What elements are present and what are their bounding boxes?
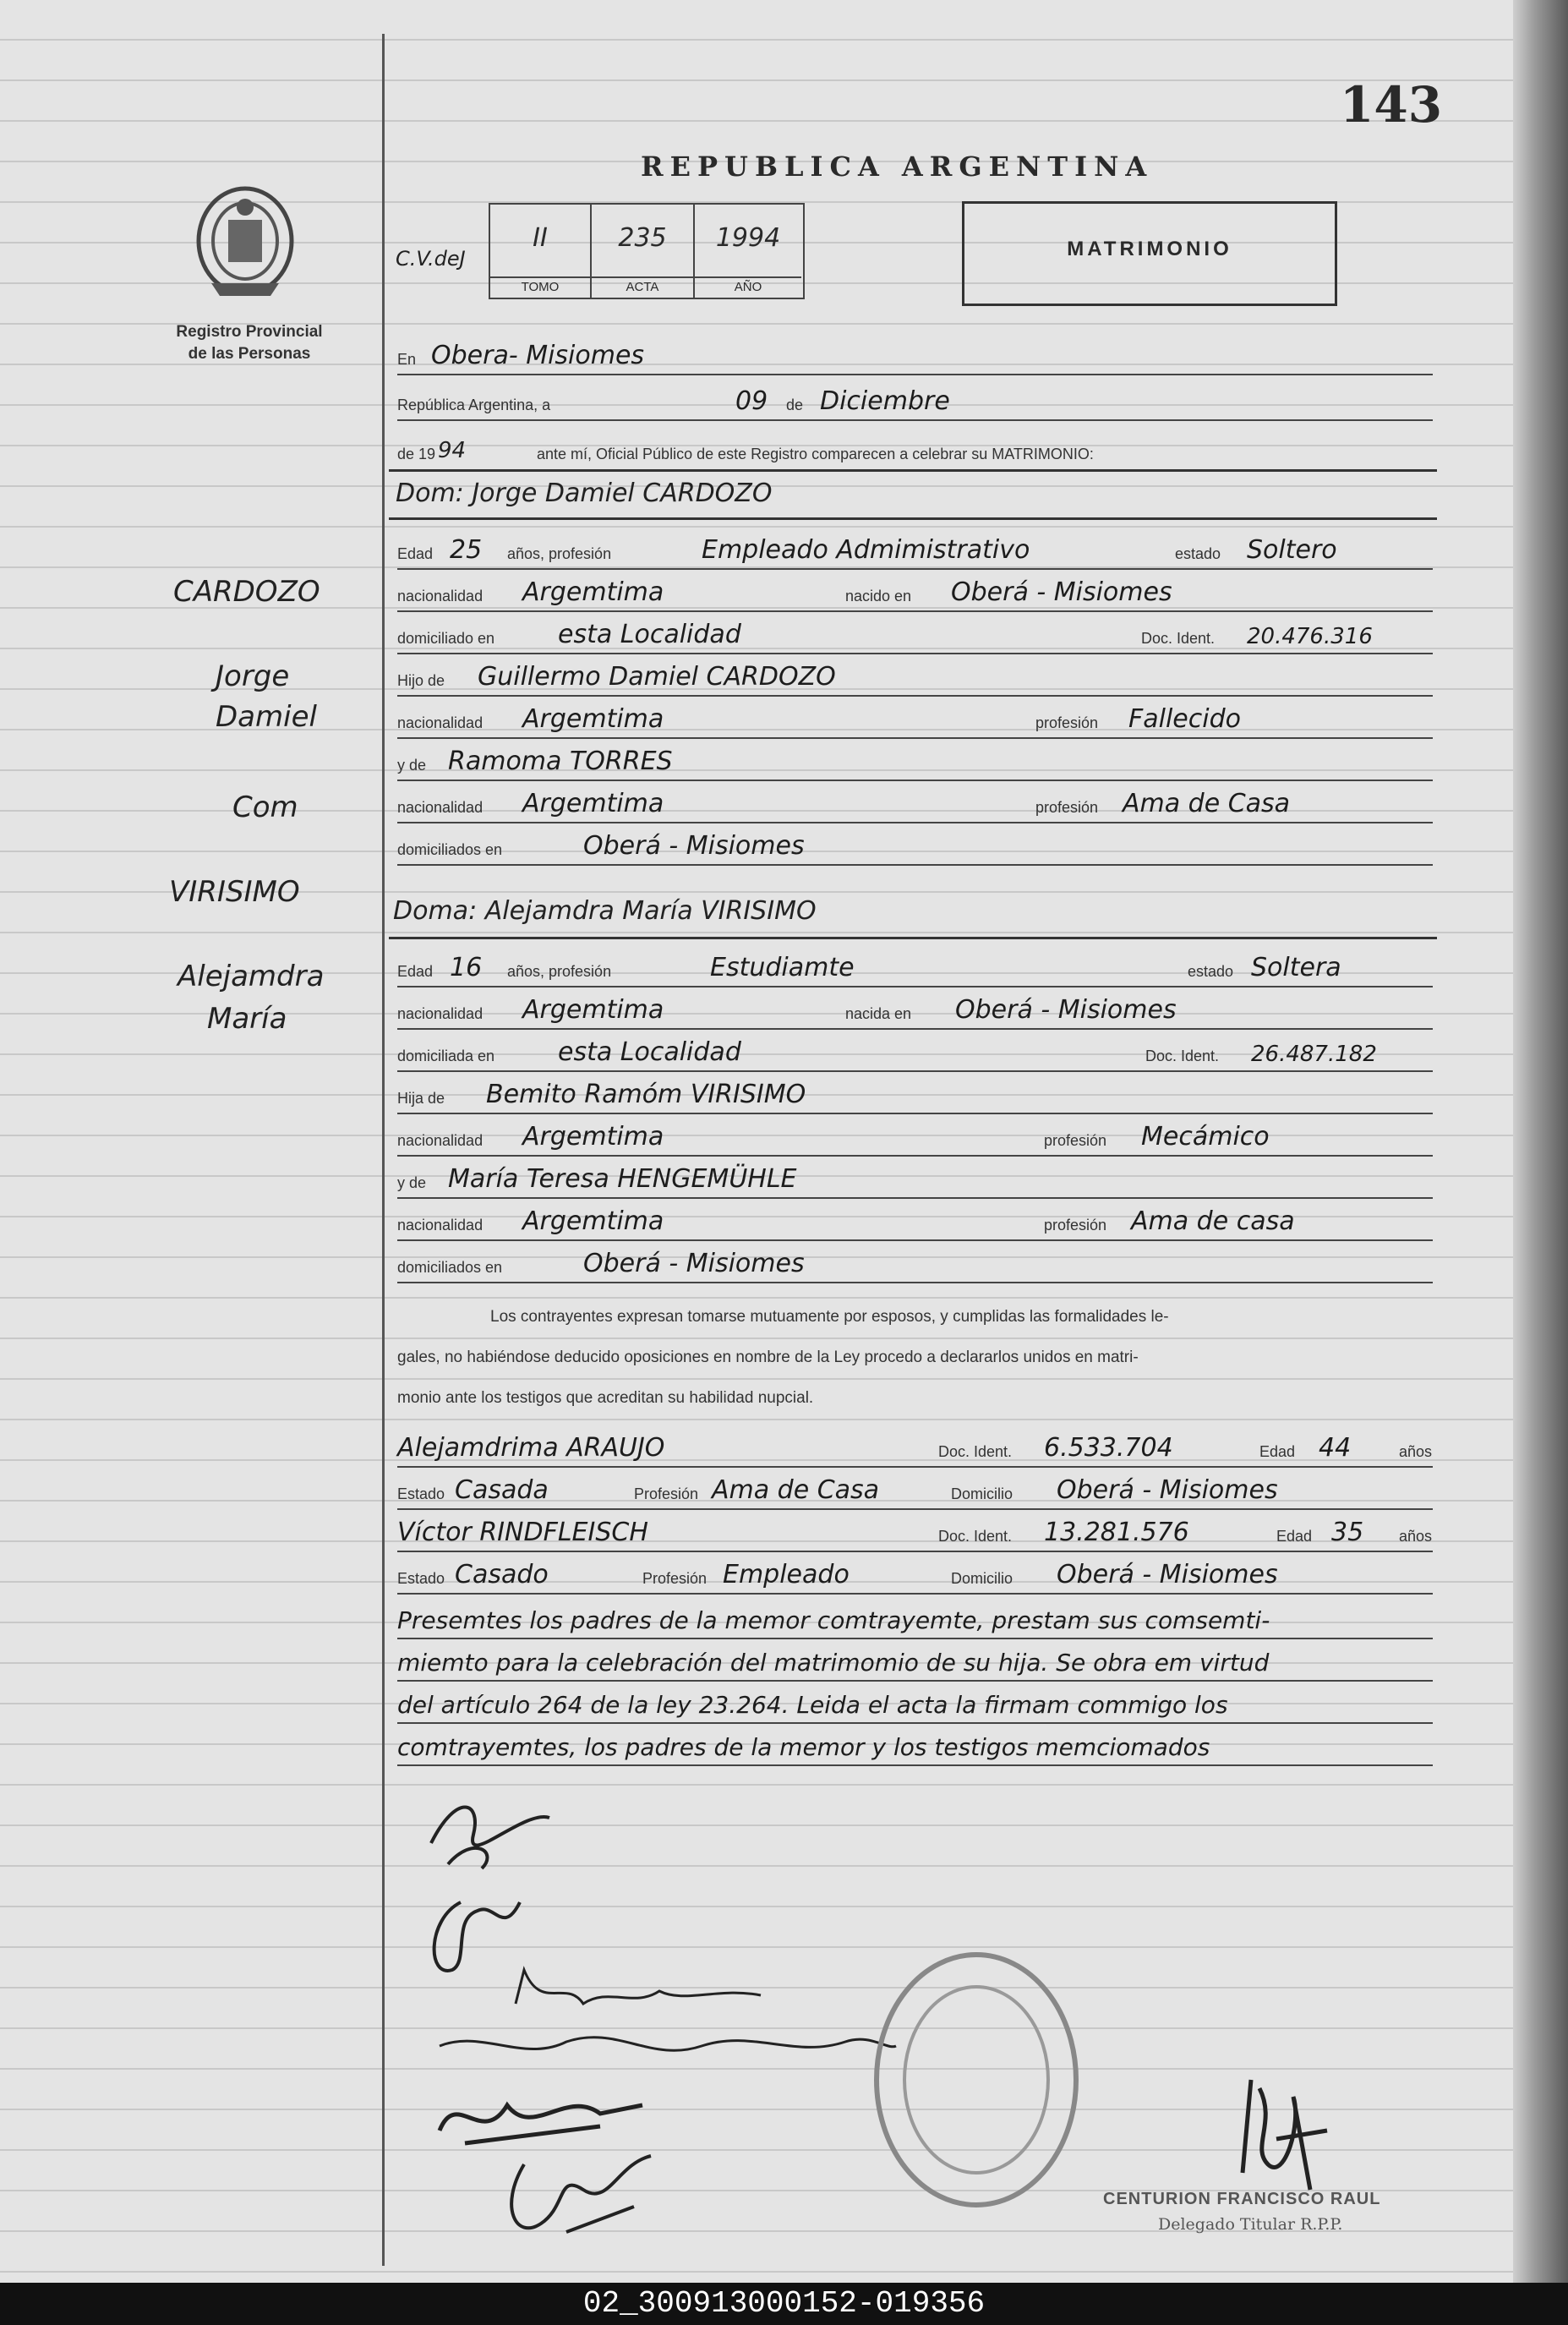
signature-bride-mother: [431, 2012, 904, 2076]
groom-mother: Ramoma TORRES: [448, 747, 673, 776]
bride-parents-domicile: Oberá - Misiomes: [583, 1249, 805, 1278]
signature-witness2: [490, 2139, 676, 2253]
bride-doc-number: 26.487.182: [1251, 1042, 1377, 1067]
bride-prof-label: años, profesión: [507, 963, 612, 980]
officer-name: CENTURION FRANCISCO RAUL: [1103, 2190, 1381, 2208]
note-text-1: Presemtes los padres de la memor comtrayemte, prestam sus comsemti-: [397, 1606, 1270, 1634]
groom-dom-label: domiciliado en: [397, 630, 495, 647]
bride-parents-dom-row: [397, 1245, 1433, 1283]
groom-parents-dom-row: [397, 827, 1433, 866]
margin-given-groom-1: Jorge: [216, 659, 290, 693]
witness2-age: 35: [1331, 1518, 1364, 1547]
bride-domicile: esta Localidad: [558, 1037, 741, 1067]
witness2-profession: Empleado: [723, 1560, 850, 1589]
witness1-years-label: años: [1399, 1443, 1433, 1460]
groom-mother-prof-label: profesión: [1035, 799, 1099, 816]
place-value: Obera- Misiomes: [431, 341, 645, 370]
republica-label: República Argentina, a: [397, 397, 551, 413]
bride-father-prof-label: profesión: [1044, 1132, 1107, 1149]
bride-age-row: [397, 949, 1433, 987]
margin-given-groom-2: Damiel: [216, 700, 317, 734]
formal-line-1: Los contrayentes expresan tomarse mutuamente por esposos, y cumplidas las formalidades le-: [490, 1308, 1169, 1326]
note-line-4: [397, 1727, 1433, 1766]
coat-of-arms-icon: [190, 182, 300, 300]
witness2-status: Casado: [455, 1560, 549, 1589]
signature-groom: [423, 1784, 575, 1881]
witness1-status-label: Estado: [397, 1485, 445, 1502]
bride-father: Bemito Ramóm VIRISIMO: [486, 1080, 806, 1109]
record-number-box: [489, 203, 805, 299]
bride-profession: Estudiamte: [710, 953, 855, 982]
bride-father-nationality: Argemtima: [522, 1122, 664, 1152]
note-text-3: del artículo 264 de la ley 23.264. Leida el acta la firmam commigo los: [397, 1691, 1228, 1719]
witness1-doc-label: Doc. Ident.: [938, 1443, 1013, 1460]
margin-given-bride-2: María: [207, 1002, 287, 1036]
bride-and-of-label: y de: [397, 1174, 427, 1191]
year-row: [397, 431, 1433, 468]
bride-age: 16: [450, 953, 483, 982]
groom-status-label: estado: [1175, 545, 1221, 562]
groom-domicile-row: [397, 615, 1433, 654]
groom-father-nat-row: [397, 700, 1433, 739]
margin-surname-bride: VIRISIMO: [169, 875, 300, 909]
month-value: Diciembre: [820, 386, 950, 416]
page-binding-edge: [1513, 0, 1568, 2283]
witness2-prof-label: Profesión: [642, 1570, 708, 1587]
registry-name-line2: de las Personas: [188, 345, 311, 363]
bride-father-profession: Mecámico: [1141, 1122, 1270, 1152]
ano-label: AÑO: [695, 276, 801, 294]
act-type-label: MATRIMONIO: [1067, 238, 1232, 260]
witness2-row: [397, 1513, 1433, 1552]
groom-mother-profession: Ama de Casa: [1123, 789, 1291, 818]
groom-birthplace: Oberá - Misiomes: [951, 577, 1172, 607]
ano-cell: [695, 205, 801, 298]
witness1-row: [397, 1429, 1433, 1468]
appearance-statement: ante mí, Oficial Público de este Registro comparecen a celebrar su MATRIMONIO:: [537, 446, 1094, 462]
groom-mother-nat-label: nacionalidad: [397, 799, 484, 816]
bride-father-nat-row: [397, 1118, 1433, 1157]
groom-age: 25: [450, 535, 483, 565]
note-line-1: [397, 1600, 1433, 1639]
groom-age-label: Edad: [397, 545, 434, 562]
groom-born-label: nacido en: [845, 588, 912, 604]
bride-father-row: [397, 1075, 1433, 1114]
groom-mother-nat-row: [397, 785, 1433, 823]
bride-mother-nat-row: [397, 1202, 1433, 1241]
bride-status: Soltera: [1251, 953, 1341, 982]
groom-father-nat-label: nacionalidad: [397, 714, 484, 731]
note-line-3: [397, 1685, 1433, 1724]
formal-declaration: [397, 1297, 1433, 1419]
bride-mother-row: [397, 1160, 1433, 1199]
bride-mother: María Teresa HENGEMÜHLE: [448, 1164, 797, 1194]
official-stamp: [871, 1949, 1082, 2211]
bride-name: Doma: Alejamdra María VIRISIMO: [393, 896, 817, 926]
witness1-name: Alejamdrima ARAUJO: [397, 1433, 665, 1463]
witness2-details-row: [397, 1556, 1433, 1595]
groom-father: Guillermo Damiel CARDOZO: [478, 662, 836, 692]
margin-rule: [382, 34, 385, 2266]
groom-mother-row: [397, 742, 1433, 781]
tomo-label: TOMO: [490, 276, 590, 294]
groom-doc-number: 20.476.316: [1247, 624, 1373, 649]
groom-son-of-label: Hijo de: [397, 672, 445, 689]
groom-nat-label: nacionalidad: [397, 588, 484, 604]
page-number: 143: [1340, 76, 1443, 134]
witness1-profession: Ama de Casa: [712, 1475, 880, 1505]
tomo-cell: [490, 205, 592, 298]
year-prefix-label: de 19: [397, 446, 436, 462]
witness2-doc: 13.281.576: [1044, 1518, 1189, 1547]
bride-mother-nat-label: nacionalidad: [397, 1217, 484, 1234]
witness2-doc-label: Doc. Ident.: [938, 1528, 1013, 1545]
note-line-2: [397, 1643, 1433, 1682]
witness2-years-label: años: [1399, 1528, 1433, 1545]
witness2-dom-label: Domicilio: [951, 1570, 1013, 1587]
groom-parents-dom-label: domiciliados en: [397, 841, 503, 858]
witness1-status: Casada: [455, 1475, 549, 1505]
groom-domicile: esta Localidad: [558, 620, 741, 649]
act-type-box: [962, 201, 1337, 306]
bride-nationality: Argemtima: [522, 995, 664, 1025]
groom-and-of-label: y de: [397, 757, 427, 774]
year-suffix-value: 94: [438, 438, 467, 463]
witness1-domicile: Oberá - Misiomes: [1057, 1475, 1278, 1505]
witness2-age-label: Edad: [1276, 1528, 1313, 1545]
groom-nationality: Argemtima: [522, 577, 664, 607]
place-row: [397, 336, 1433, 375]
bride-mother-prof-label: profesión: [1044, 1217, 1107, 1234]
witness1-prof-label: Profesión: [634, 1485, 699, 1502]
bride-age-label: Edad: [397, 963, 434, 980]
image-id-footer: 02_300913000152-019356: [0, 2283, 1568, 2325]
witness1-age-label: Edad: [1259, 1443, 1296, 1460]
note-text-2: miemto para la celebración del matrimomio de su hija. Se obra em virtud: [397, 1649, 1270, 1677]
groom-father-prof-label: profesión: [1035, 714, 1099, 731]
bride-dom-label: domiciliada en: [397, 1048, 495, 1064]
bride-birthplace: Oberá - Misiomes: [955, 995, 1177, 1025]
bride-domicile-row: [397, 1033, 1433, 1072]
margin-conjunction: Com: [232, 790, 298, 824]
ano-value: 1994: [715, 223, 781, 253]
day-value: 09: [735, 386, 768, 416]
witness2-name: Víctor RINDFLEISCH: [397, 1518, 648, 1547]
signature-officer: [1226, 2071, 1336, 2202]
acta-label: ACTA: [592, 276, 693, 294]
groom-name-rule: [389, 517, 1437, 520]
officer-title: Delegado Titular R.P.P.: [1158, 2215, 1343, 2234]
witness1-age: 44: [1319, 1433, 1352, 1463]
bride-doc-label: Doc. Ident.: [1145, 1048, 1220, 1064]
de-label: de: [786, 397, 804, 413]
registry-name-line1: Registro Provincial: [176, 323, 323, 341]
groom-father-row: [397, 658, 1433, 697]
country-title: REPUBLICA ARGENTINA: [641, 150, 1154, 183]
groom-status: Soltero: [1247, 535, 1337, 565]
formal-line-3: monio ante los testigos que acreditan su habilidad nupcial.: [397, 1389, 814, 1407]
witness2-domicile: Oberá - Misiomes: [1057, 1560, 1278, 1589]
witness1-doc: 6.533.704: [1044, 1433, 1173, 1463]
cvdej-annotation: C.V.deJ: [396, 247, 466, 271]
en-label: En: [397, 351, 417, 368]
formal-line-2: gales, no habiéndose deducido oposiciones en nombre de la Ley procedo a declararlos unidos en matri-: [397, 1348, 1139, 1366]
bride-name-rule: [389, 937, 1437, 939]
acta-cell: [592, 205, 695, 298]
bride-born-label: nacida en: [845, 1005, 912, 1022]
groom-nationality-row: [397, 573, 1433, 612]
groom-profession: Empleado Admimistrativo: [702, 535, 1030, 565]
witness1-dom-label: Domicilio: [951, 1485, 1013, 1502]
tomo-value: II: [533, 223, 548, 253]
acta-value: 235: [618, 223, 667, 253]
bride-daughter-of-label: Hija de: [397, 1090, 445, 1107]
margin-given-bride-1: Alejamdra: [178, 960, 325, 993]
groom-name: Dom: Jorge Damiel CARDOZO: [396, 479, 773, 508]
bride-mother-nationality: Argemtima: [522, 1206, 664, 1236]
bride-status-label: estado: [1188, 963, 1234, 980]
bride-parents-dom-label: domiciliados en: [397, 1259, 503, 1276]
note-text-4: comtrayemtes, los padres de la memor y los testigos memciomados: [397, 1733, 1210, 1761]
groom-prof-label: años, profesión: [507, 545, 612, 562]
groom-top-rule: [389, 469, 1437, 472]
groom-age-row: [397, 531, 1433, 570]
witness1-details-row: [397, 1471, 1433, 1510]
groom-father-nationality: Argemtima: [522, 704, 664, 734]
witness2-status-label: Estado: [397, 1570, 445, 1587]
groom-doc-label: Doc. Ident.: [1141, 630, 1216, 647]
groom-parents-domicile: Oberá - Misiomes: [583, 831, 805, 861]
bride-father-nat-label: nacionalidad: [397, 1132, 484, 1149]
date-row: [397, 382, 1433, 421]
margin-surname-groom: CARDOZO: [173, 575, 320, 609]
bride-nat-label: nacionalidad: [397, 1005, 484, 1022]
bride-mother-profession: Ama de casa: [1131, 1206, 1295, 1236]
groom-mother-nationality: Argemtima: [522, 789, 664, 818]
bride-nationality-row: [397, 991, 1433, 1030]
groom-father-profession: Fallecido: [1128, 704, 1241, 734]
